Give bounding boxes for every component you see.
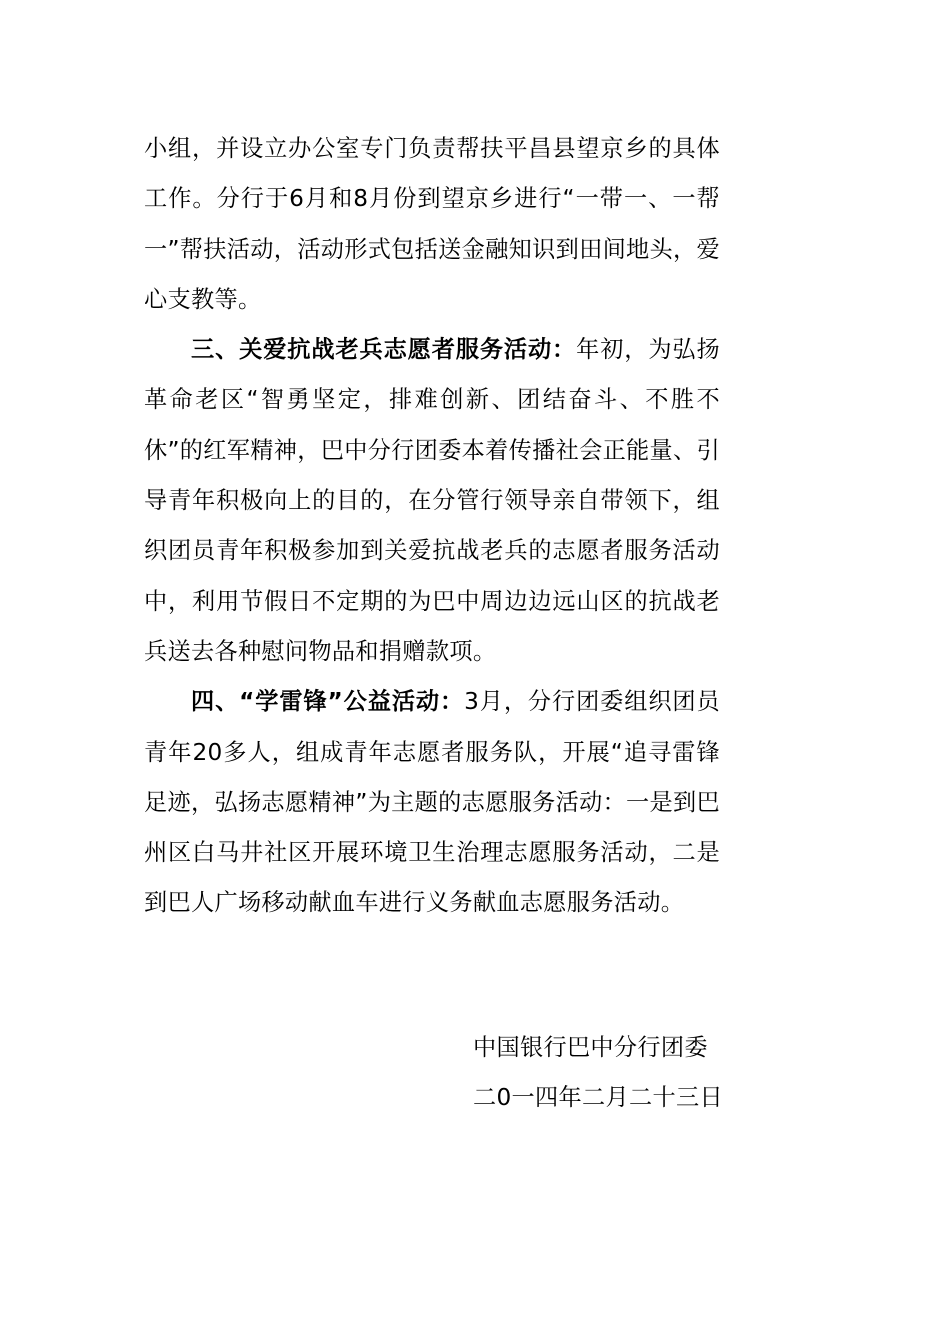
paragraph-body: 小组，并设立办公室专门负责帮扶平昌县望京乡的具体工作。分行于6月和8月份到望京乡进行“一带一、一帮一”帮扶活动，活动形式包括送金融知识到田间地头，爱心支教等。 xyxy=(144,135,721,313)
paragraph-body: 3月，分行团委组织团员青年20多人，组成青年志愿者服务队，开展“追寻雷锋足迹，弘扬志愿精神”为主题的志愿服务活动：一是到巴州区白马井社区开展环境卫生治理志愿服务活动，二是到巴人广场移动献血车进行义务献血志愿服务活动。 xyxy=(144,688,721,917)
section-heading: 三、关爱抗战老兵志愿者服务活动： xyxy=(191,336,577,364)
paragraph-continuation xyxy=(144,124,720,325)
signature-date: 二0一四年二月二十三日 xyxy=(473,1084,723,1111)
paragraph-section-three xyxy=(144,325,720,677)
paragraph-section-four xyxy=(144,677,720,928)
paragraph-body: 年初，为弘扬革命老区“智勇坚定，排难创新、团结奋斗、不胜不休”的红军精神，巴中分行团委本着传播社会正能量、引导青年积极向上的目的，在分管行领导亲自带领下，组织团员青年积极参加到关爱抗战老兵的志愿者服务活动中，利用节假日不定期的为巴中周边边远山区的抗战老兵送去各种慰问物品和捐赠款项。 xyxy=(144,336,721,665)
signature-organization: 中国银行巴中分行团委 xyxy=(473,1034,708,1061)
section-heading: 四、“学雷锋”公益活动： xyxy=(191,688,465,716)
document-body xyxy=(144,124,720,929)
